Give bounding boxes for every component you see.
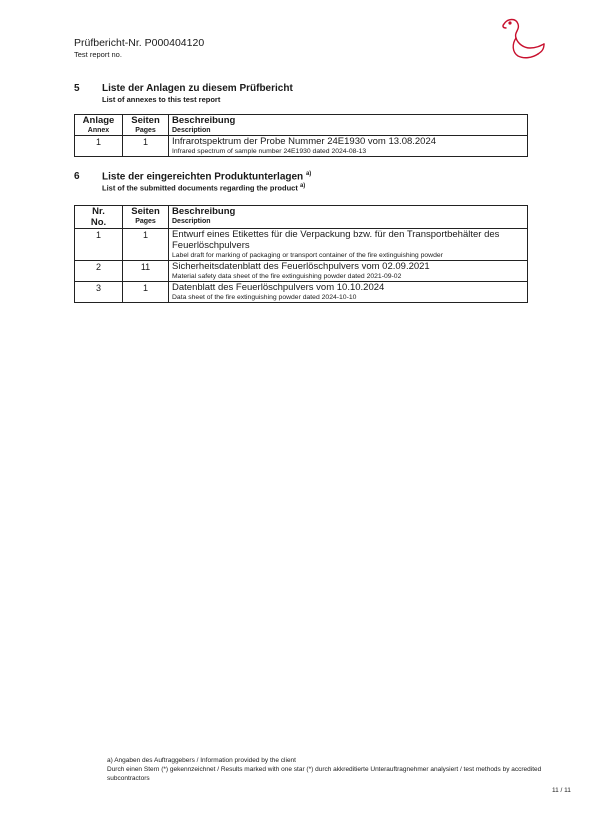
table-row (75, 136, 528, 157)
section-title: Liste der eingereichten Produktunterlagen $^{a)}$ (102, 171, 312, 183)
column-header: Nr. No. (75, 205, 123, 228)
column-header: Beschreibung Description (169, 205, 528, 228)
section-annexes (74, 83, 528, 157)
footnote-a: a) Angaben des Auftraggebers / Information provided by the client (107, 757, 296, 764)
document-number: 3 (75, 281, 123, 302)
annex-number: 1 (75, 136, 123, 157)
section-title-en: List of annexes to this test report (102, 95, 221, 104)
document-number: 1 (75, 228, 123, 260)
description-cell: Datenblatt des Feuerlöschpulvers vom 10.10.2024 Data sheet of the fire extinguishing powder dated 2024-10-10 (169, 281, 528, 302)
table-row (75, 228, 528, 260)
red-beaver-logo-icon (494, 14, 546, 62)
table-header-row (75, 205, 528, 228)
document-number: 2 (75, 260, 123, 281)
section-number: 6 (74, 171, 80, 182)
page-count: 1 (123, 136, 169, 157)
description-cell: Entwurf eines Etikettes für die Verpackung bzw. für den Transportbehälter des Feuerlöschpulvers Label draft for marking of packaging or transport container of the fire extinguishing powder (169, 228, 528, 260)
column-header: Seiten Pages (123, 205, 169, 228)
footnote-star: Durch einen Stern (*) gekennzeichnet / Results marked with one star (*) durch akkreditierte Unterauftragnehmer analysiert / test methods by accredited subcontractors (107, 766, 542, 782)
footnotes (107, 756, 577, 783)
table-row (75, 281, 528, 302)
page-count: 1 (123, 228, 169, 260)
section-number: 5 (74, 83, 80, 94)
annexes-table (74, 114, 528, 157)
page-number: 11 / 11 (552, 787, 571, 794)
documents-table (74, 205, 528, 303)
page-count: 11 (123, 260, 169, 281)
column-header: Beschreibung Description (169, 115, 528, 136)
report-number: Prüfbericht-Nr. P000404120 (74, 37, 205, 49)
section-documents (74, 171, 528, 303)
table-row (75, 260, 528, 281)
column-header: Anlage Annex (75, 115, 123, 136)
report-header (74, 37, 204, 59)
table-header-row (75, 115, 528, 136)
page-count: 1 (123, 281, 169, 302)
description-cell: Sicherheitsdatenblatt des Feuerlöschpulvers vom 02.09.2021 Material safety data sheet of the fire extinguishing powder dated 2021-09-02 (169, 260, 528, 281)
section-title: Liste der Anlagen zu diesem Prüfbericht (102, 83, 293, 94)
column-header: Seiten Pages (123, 115, 169, 136)
description-cell: Infrarotspektrum der Probe Nummer 24E1930 vom 13.08.2024 Infrared spectrum of sample number 24E1930 dated 2024-08-13 (169, 136, 528, 157)
report-number-en: Test report no. (74, 50, 122, 59)
section-title-en: List of the submitted documents regarding the product $^{a)}$ (102, 183, 306, 193)
